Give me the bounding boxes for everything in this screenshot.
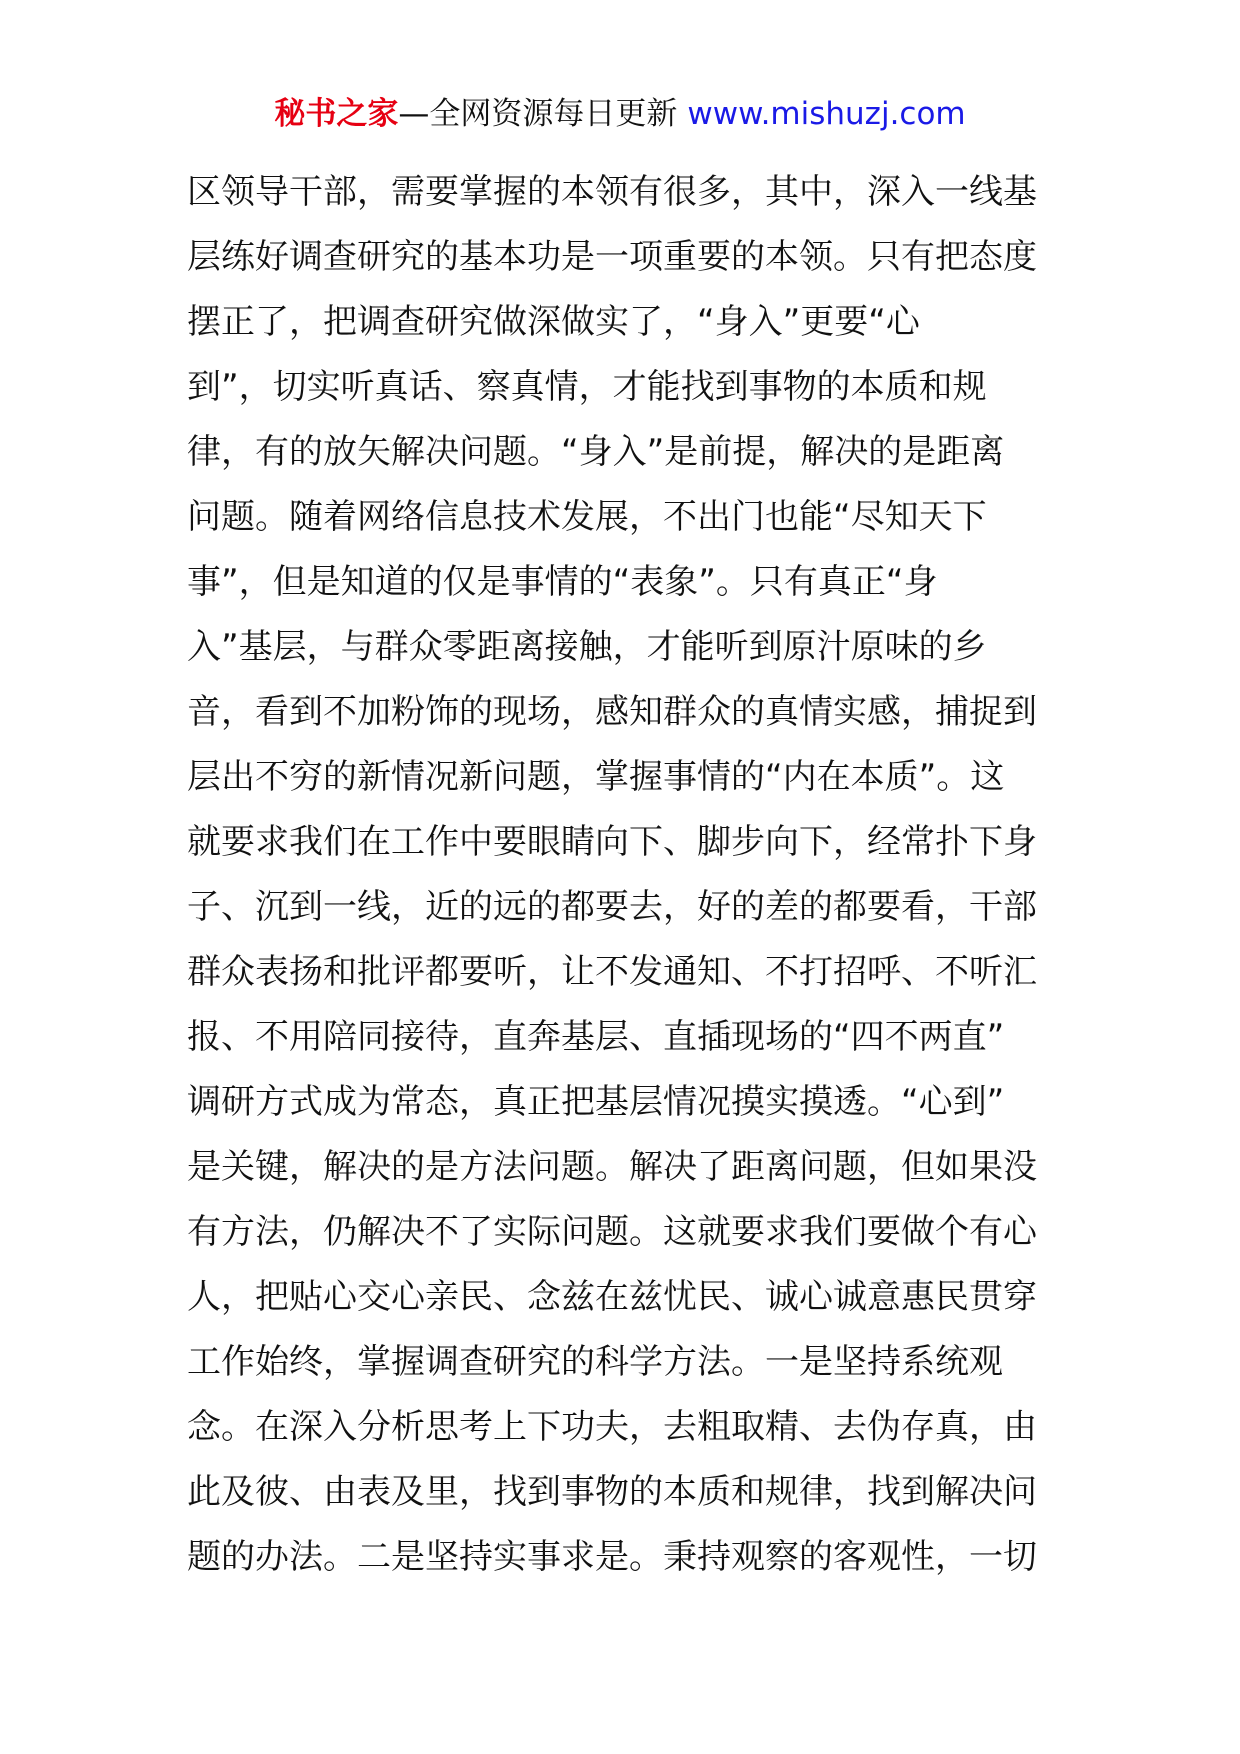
text-line: 到”，切实听真话、察真情，才能找到事物的本质和规: [187, 367, 987, 407]
document-body: [187, 160, 1067, 1590]
text-line: 层练好调查研究的基本功是一项重要的本领。只有把态度: [187, 237, 1037, 277]
brand-name: 秘书之家: [274, 96, 399, 132]
text-line: 题的办法。二是坚持实事求是。秉持观察的客观性，一切: [187, 1537, 1037, 1577]
text-line: 群众表扬和批评都要听，让不发通知、不打招呼、不听汇: [187, 952, 1037, 992]
text-line: 就要求我们在工作中要眼睛向下、脚步向下，经常扑下身: [187, 822, 1037, 862]
page-header: [0, 92, 1240, 136]
text-line: 念。在深入分析思考上下功夫，去粗取精、去伪存真，由: [187, 1407, 1037, 1447]
text-line: 调研方式成为常态，真正把基层情况摸实摸透。“心到”: [187, 1082, 1005, 1122]
text-line: 区领导干部，需要掌握的本领有很多，其中，深入一线基: [187, 172, 1037, 212]
text-line: 层出不穷的新情况新问题，掌握事情的“内在本质”。这: [187, 757, 1005, 797]
text-line: 此及彼、由表及里，找到事物的本质和规律，找到解决问: [187, 1472, 1037, 1512]
text-line: 律，有的放矢解决问题。“身入”是前提，解决的是距离: [187, 432, 1005, 472]
text-line: 入”基层，与群众零距离接触，才能听到原汁原味的乡: [187, 627, 987, 667]
text-line: 问题。随着网络信息技术发展，不出门也能“尽知天下: [187, 497, 987, 537]
header-tagline: —全网资源每日更新: [398, 96, 678, 132]
text-line: 有方法，仍解决不了实际问题。这就要求我们要做个有心: [187, 1212, 1037, 1252]
website-url: www.mishuzj.com: [687, 96, 966, 132]
text-line: 报、不用陪同接待，直奔基层、直插现场的“四不两直”: [187, 1017, 1005, 1057]
text-line: 事”，但是知道的仅是事情的“表象”。只有真正“身: [187, 562, 938, 602]
text-line: 工作始终，掌握调查研究的科学方法。一是坚持系统观: [187, 1342, 1003, 1382]
text-line: 人，把贴心交心亲民、念兹在兹忧民、诚心诚意惠民贯穿: [187, 1277, 1037, 1317]
text-line: 摆正了，把调查研究做深做实了，“身入”更要“心: [187, 302, 920, 342]
text-line: 子、沉到一线，近的远的都要去，好的差的都要看，干部: [187, 887, 1037, 927]
text-line: 音，看到不加粉饰的现场，感知群众的真情实感，捕捉到: [187, 692, 1037, 732]
text-line: 是关键，解决的是方法问题。解决了距离问题，但如果没: [187, 1147, 1037, 1187]
